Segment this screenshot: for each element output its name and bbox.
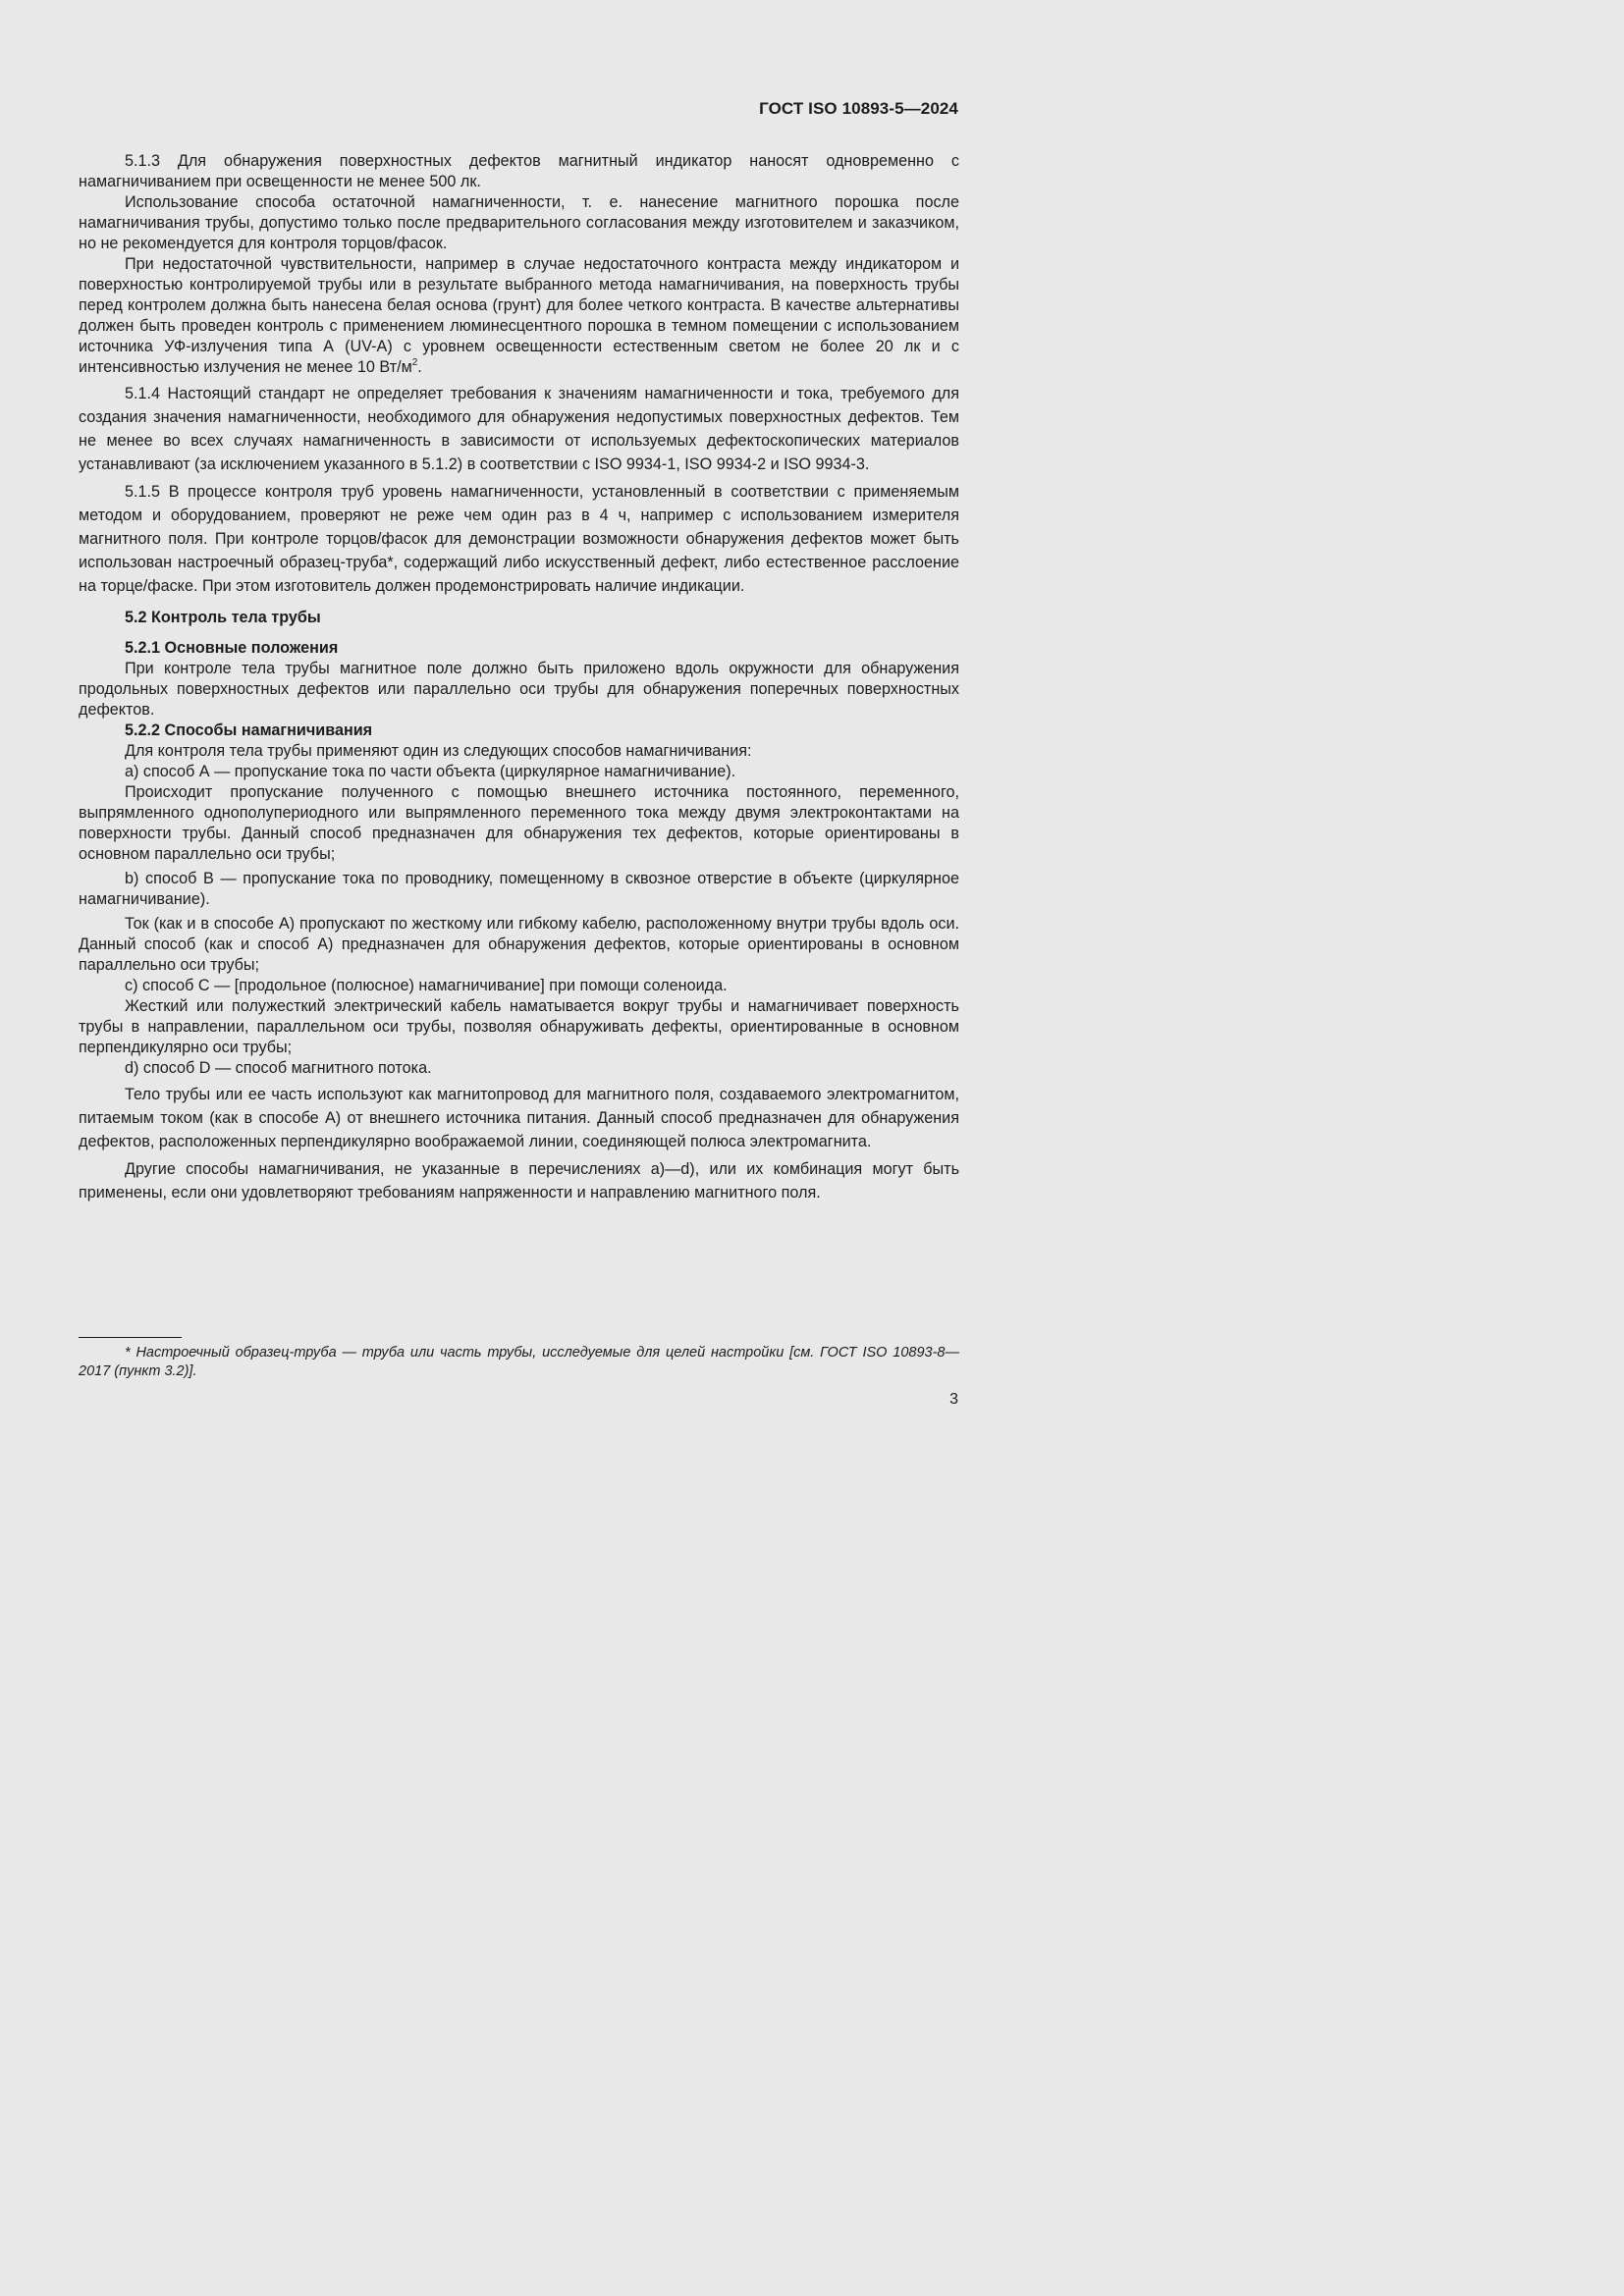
subsection-heading-5-2-2: 5.2.2 Способы намагничивания (125, 721, 373, 739)
paragraph-other-methods: Другие способы намагничивания, не указанные в перечислениях а)—d), или их комбинация могут быть применены, если они удовлетворяют требованиям напряженности и направлению магнитного поля. (79, 1160, 959, 1201)
subsection-heading-5-2-1: 5.2.1 Основные положения (125, 639, 339, 657)
footnote: * Настроечный образец-труба — труба или часть трубы, исследуемые для целей настройки [см. ГОСТ ISO 10893-8—2017 (пункт 3.2)]. (79, 1345, 959, 1379)
paragraph-5-2-1: При контроле тела трубы магнитное поле должно быть приложено вдоль окружности для обнаружения продольных поверхностных дефектов или параллельно оси трубы для обнаружения поперечных поверхностных дефектов. (79, 660, 959, 719)
list-item-c: c) способ С — [продольное (полюсное) намагничивание] при помощи соленоида. (125, 977, 728, 994)
document-page (0, 0, 1089, 1539)
page-number: 3 (949, 1391, 958, 1408)
paragraph-residual-magnetization: Использование способа остаточной намагниченности, т. е. нанесение магнитного порошка после намагничивания трубы, допустимо только после предварительного согласования между изготовителем и заказчиком, но не рекомендуется для контроля торцов/фасок. (79, 193, 959, 252)
list-item-d-description: Тело трубы или ее часть используют как магнитопровод для магнитного поля, создаваемого электромагнитом, питаемым током (как в способе А) от внешнего источника питания. Данный способ предназначен для обнаружения дефектов, расположенных перпендикулярно воображаемой линии, соединяющей полюса электромагнита. (79, 1086, 959, 1150)
paragraph-sensitivity-end: . (417, 358, 422, 376)
superscript: 2 (411, 357, 418, 368)
paragraph-sensitivity-text: При недостаточной чувствительности, например в случае недостаточного контраста между индикатором и поверхностью контролируемой трубы или в результате выбранного метода намагничивания, на поверхность трубы перед контролем должна быть нанесена белая основа (грунт) для более четкого контраста. В качестве альтернативы должен быть проведен контроль с применением люминесцентного порошка в темном помещении с использованием источника УФ-излучения типа А (UV-A) с уровнем освещенности естественным светом не более 20 лк и с интенсивностью излучения не менее 10 Вт/м (79, 255, 959, 376)
footnote-separator (79, 1337, 182, 1338)
list-item-b: b) способ В — пропускание тока по проводнику, помещенному в сквозное отверстие в объекте (циркулярное намагничивание). (79, 870, 959, 908)
document-header: ГОСТ ISO 10893-5—2024 (759, 99, 958, 118)
section-heading-5-2: 5.2 Контроль тела трубы (125, 609, 321, 626)
paragraph-5-2-2: Для контроля тела трубы применяют один из следующих способов намагничивания: (125, 742, 752, 760)
paragraph-5-1-4: 5.1.4 Настоящий стандарт не определяет требования к значениям намагниченности и тока, требуемого для создания значения намагниченности, необходимого для обнаружения недопустимых поверхностных дефектов. Тем не менее во всех случаях намагниченность в зависимости от используемых дефектоскопических материалов устанавливают (за исключением указанного в 5.1.2) в соответствии с ISO 9934-1, ISO 9934-2 и ISO 9934-3. (79, 385, 959, 473)
list-item-a: a) способ А — пропускание тока по части объекта (циркулярное намагничивание). (125, 763, 736, 780)
list-item-c-description: Жесткий или полужесткий электрический кабель наматывается вокруг трубы и намагничивает поверхность трубы в направлении, параллельном оси трубы, позволяя обнаруживать дефекты, ориентированные в основном перпендикулярно оси трубы; (79, 997, 959, 1056)
list-item-d: d) способ D — способ магнитного потока. (125, 1059, 432, 1077)
list-item-b-description: Ток (как и в способе А) пропускают по жесткому или гибкому кабелю, расположенному внутри трубы вдоль оси. Данный способ (как и способ А) предназначен для обнаружения дефектов, которые ориентированы в основном параллельно оси трубы; (79, 915, 959, 974)
list-item-a-description: Происходит пропускание полученного с помощью внешнего источника постоянного, переменного, выпрямленного однополупериодного или выпрямленного переменного тока между двумя электроконтактами на поверхности трубы. Данный способ предназначен для обнаружения тех дефектов, которые ориентированы в основном параллельно оси трубы; (79, 783, 959, 863)
paragraph-5-1-5: 5.1.5 В процессе контроля труб уровень намагниченности, установленный в соответствии с применяемым методом и оборудованием, проверяют не реже чем один раз в 4 ч, например с использованием измерителя магнитного поля. При контроле торцов/фасок для демонстрации возможности обнаружения дефектов может быть использован настроечный образец-труба*, содержащий либо искусственный дефект, либо естественное расслоение на торце/фаске. При этом изготовитель должен продемонстрировать наличие индикации. (79, 483, 959, 595)
paragraph-5-1-3: 5.1.3 Для обнаружения поверхностных дефектов магнитный индикатор наносят одновременно с намагничиванием при освещенности не менее 500 лк. (79, 152, 959, 190)
document-body (79, 151, 959, 1204)
paragraph-sensitivity (79, 254, 959, 378)
